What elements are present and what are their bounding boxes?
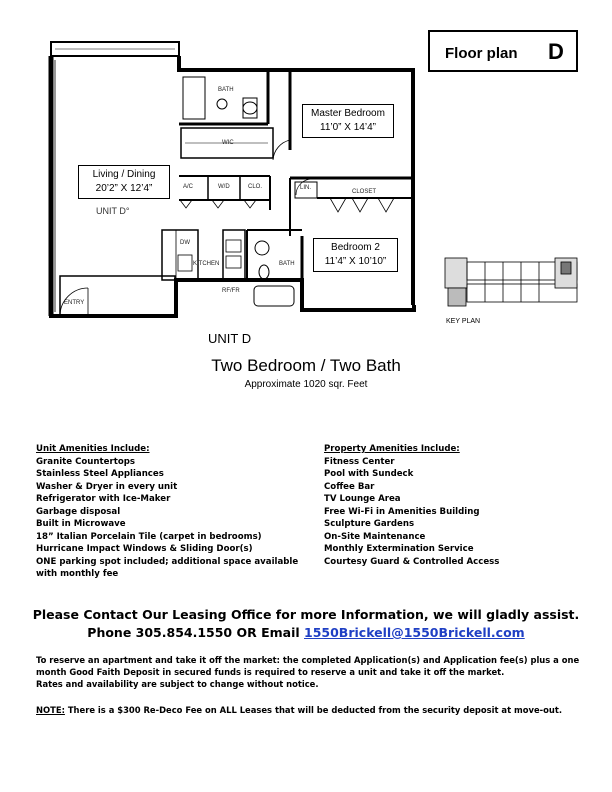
- property-amenities-list: [324, 443, 499, 568]
- list-item: Refrigerator with Ice-Maker: [36, 494, 171, 504]
- list-item: 18” Italian Porcelain Tile (carpet in bedrooms): [36, 531, 262, 542]
- reserve-text: To reserve an apartment and take it off the market: the completed Application(s) and Application fee(s) plus a one month Good Faith Deposit in secured funds is required to reserve a unit and take it off the market.: [36, 655, 580, 677]
- plan-label-bath: BATH: [218, 87, 234, 93]
- living-dining-label: [78, 165, 170, 199]
- plan-label-wic: WIC: [222, 140, 234, 146]
- list-item: Built in Microwave: [36, 519, 126, 529]
- list-item: Washer & Dryer in every unit: [36, 481, 178, 492]
- key-plan-label: KEY PLAN: [446, 318, 481, 325]
- plan-label-entry: ENTRY: [64, 300, 85, 306]
- note-text: There is a $300 Re-Deco Fee on ALL Leases that will be deducted from the security deposit at move-out.: [64, 705, 562, 715]
- note-paragraph: [36, 705, 581, 715]
- unit-amenities-list: [36, 443, 298, 581]
- floor-plan-badge: [428, 30, 578, 72]
- list-item: Monthly Extermination Service: [324, 544, 474, 554]
- list-item: Coffee Bar: [324, 481, 375, 492]
- floor-plan-title: Floor plan: [445, 45, 518, 62]
- list-item: Courtesy Guard & Controlled Access: [324, 556, 500, 567]
- list-item: Sculpture Gardens: [324, 519, 415, 529]
- master-bedroom-size: 11’0” X 14’4”: [320, 122, 376, 133]
- list-item: ONE parking spot included; additional space available: [36, 556, 299, 567]
- list-item: Fitness Center: [324, 456, 395, 467]
- bedroom-2-label: [313, 238, 398, 272]
- plan-label-wd: W/D: [218, 184, 230, 190]
- reserve-paragraph: [36, 654, 581, 690]
- unit-label: UNIT D: [208, 331, 252, 346]
- list-item: Garbage disposal: [36, 506, 121, 517]
- bedroom-2-name: Bedroom 2: [331, 242, 380, 253]
- living-dining-size: 20’2” X 12’4”: [95, 183, 153, 194]
- email-link[interactable]: 1550Brickell@1550Brickell.com: [304, 625, 525, 640]
- plan-label-lin: LIN.: [300, 185, 312, 191]
- note-label: NOTE:: [36, 705, 65, 715]
- master-bedroom-name: Master Bedroom: [311, 108, 385, 119]
- bedroom-2-size: 11’4” X 10’10”: [324, 256, 387, 267]
- contact-line: [0, 625, 612, 640]
- plan-label-closet: CLOSET: [352, 189, 377, 195]
- living-dining-name: Living / Dining: [92, 169, 156, 180]
- contact-phone: Phone 305.854.1550 OR Email: [87, 625, 305, 640]
- plan-label-bath-2: BATH: [279, 261, 295, 267]
- plan-label-kitchen: KITCHEN: [193, 261, 220, 267]
- plan-unit-label: UNIT D°: [96, 206, 130, 216]
- page-title: Two Bedroom / Two Bath: [211, 356, 401, 375]
- list-item: Stainless Steel Appliances: [36, 469, 164, 479]
- contact-heading: Please Contact Our Leasing Office for more Information, we will gladly assist.: [32, 607, 580, 622]
- list-item: TV Lounge Area: [324, 494, 401, 504]
- master-bedroom-label: [302, 104, 394, 138]
- plan-label-dw: DW: [180, 240, 190, 246]
- list-item: Pool with Sundeck: [324, 469, 414, 479]
- property-amenities-heading: Property Amenities Include:: [324, 444, 460, 454]
- list-item: Hurricane Impact Windows & Sliding Door(s): [36, 544, 253, 554]
- plan-label-rffr: RF/FR: [222, 288, 240, 294]
- list-item: Free Wi-Fi in Amenities Building: [324, 506, 480, 517]
- list-item: Granite Countertops: [36, 456, 135, 467]
- list-item: On-Site Maintenance: [324, 531, 426, 542]
- plan-label-clo: CLO.: [248, 184, 263, 190]
- rates-text: Rates and availability are subject to change without notice.: [36, 679, 319, 689]
- plan-label-ac: A/C: [183, 184, 194, 190]
- floor-plan-letter: D: [548, 39, 564, 64]
- unit-amenities-heading: Unit Amenities Include:: [36, 444, 150, 454]
- page-subtitle: Approximate 1020 sqr. Feet: [244, 379, 368, 390]
- list-item: with monthly fee: [36, 569, 119, 579]
